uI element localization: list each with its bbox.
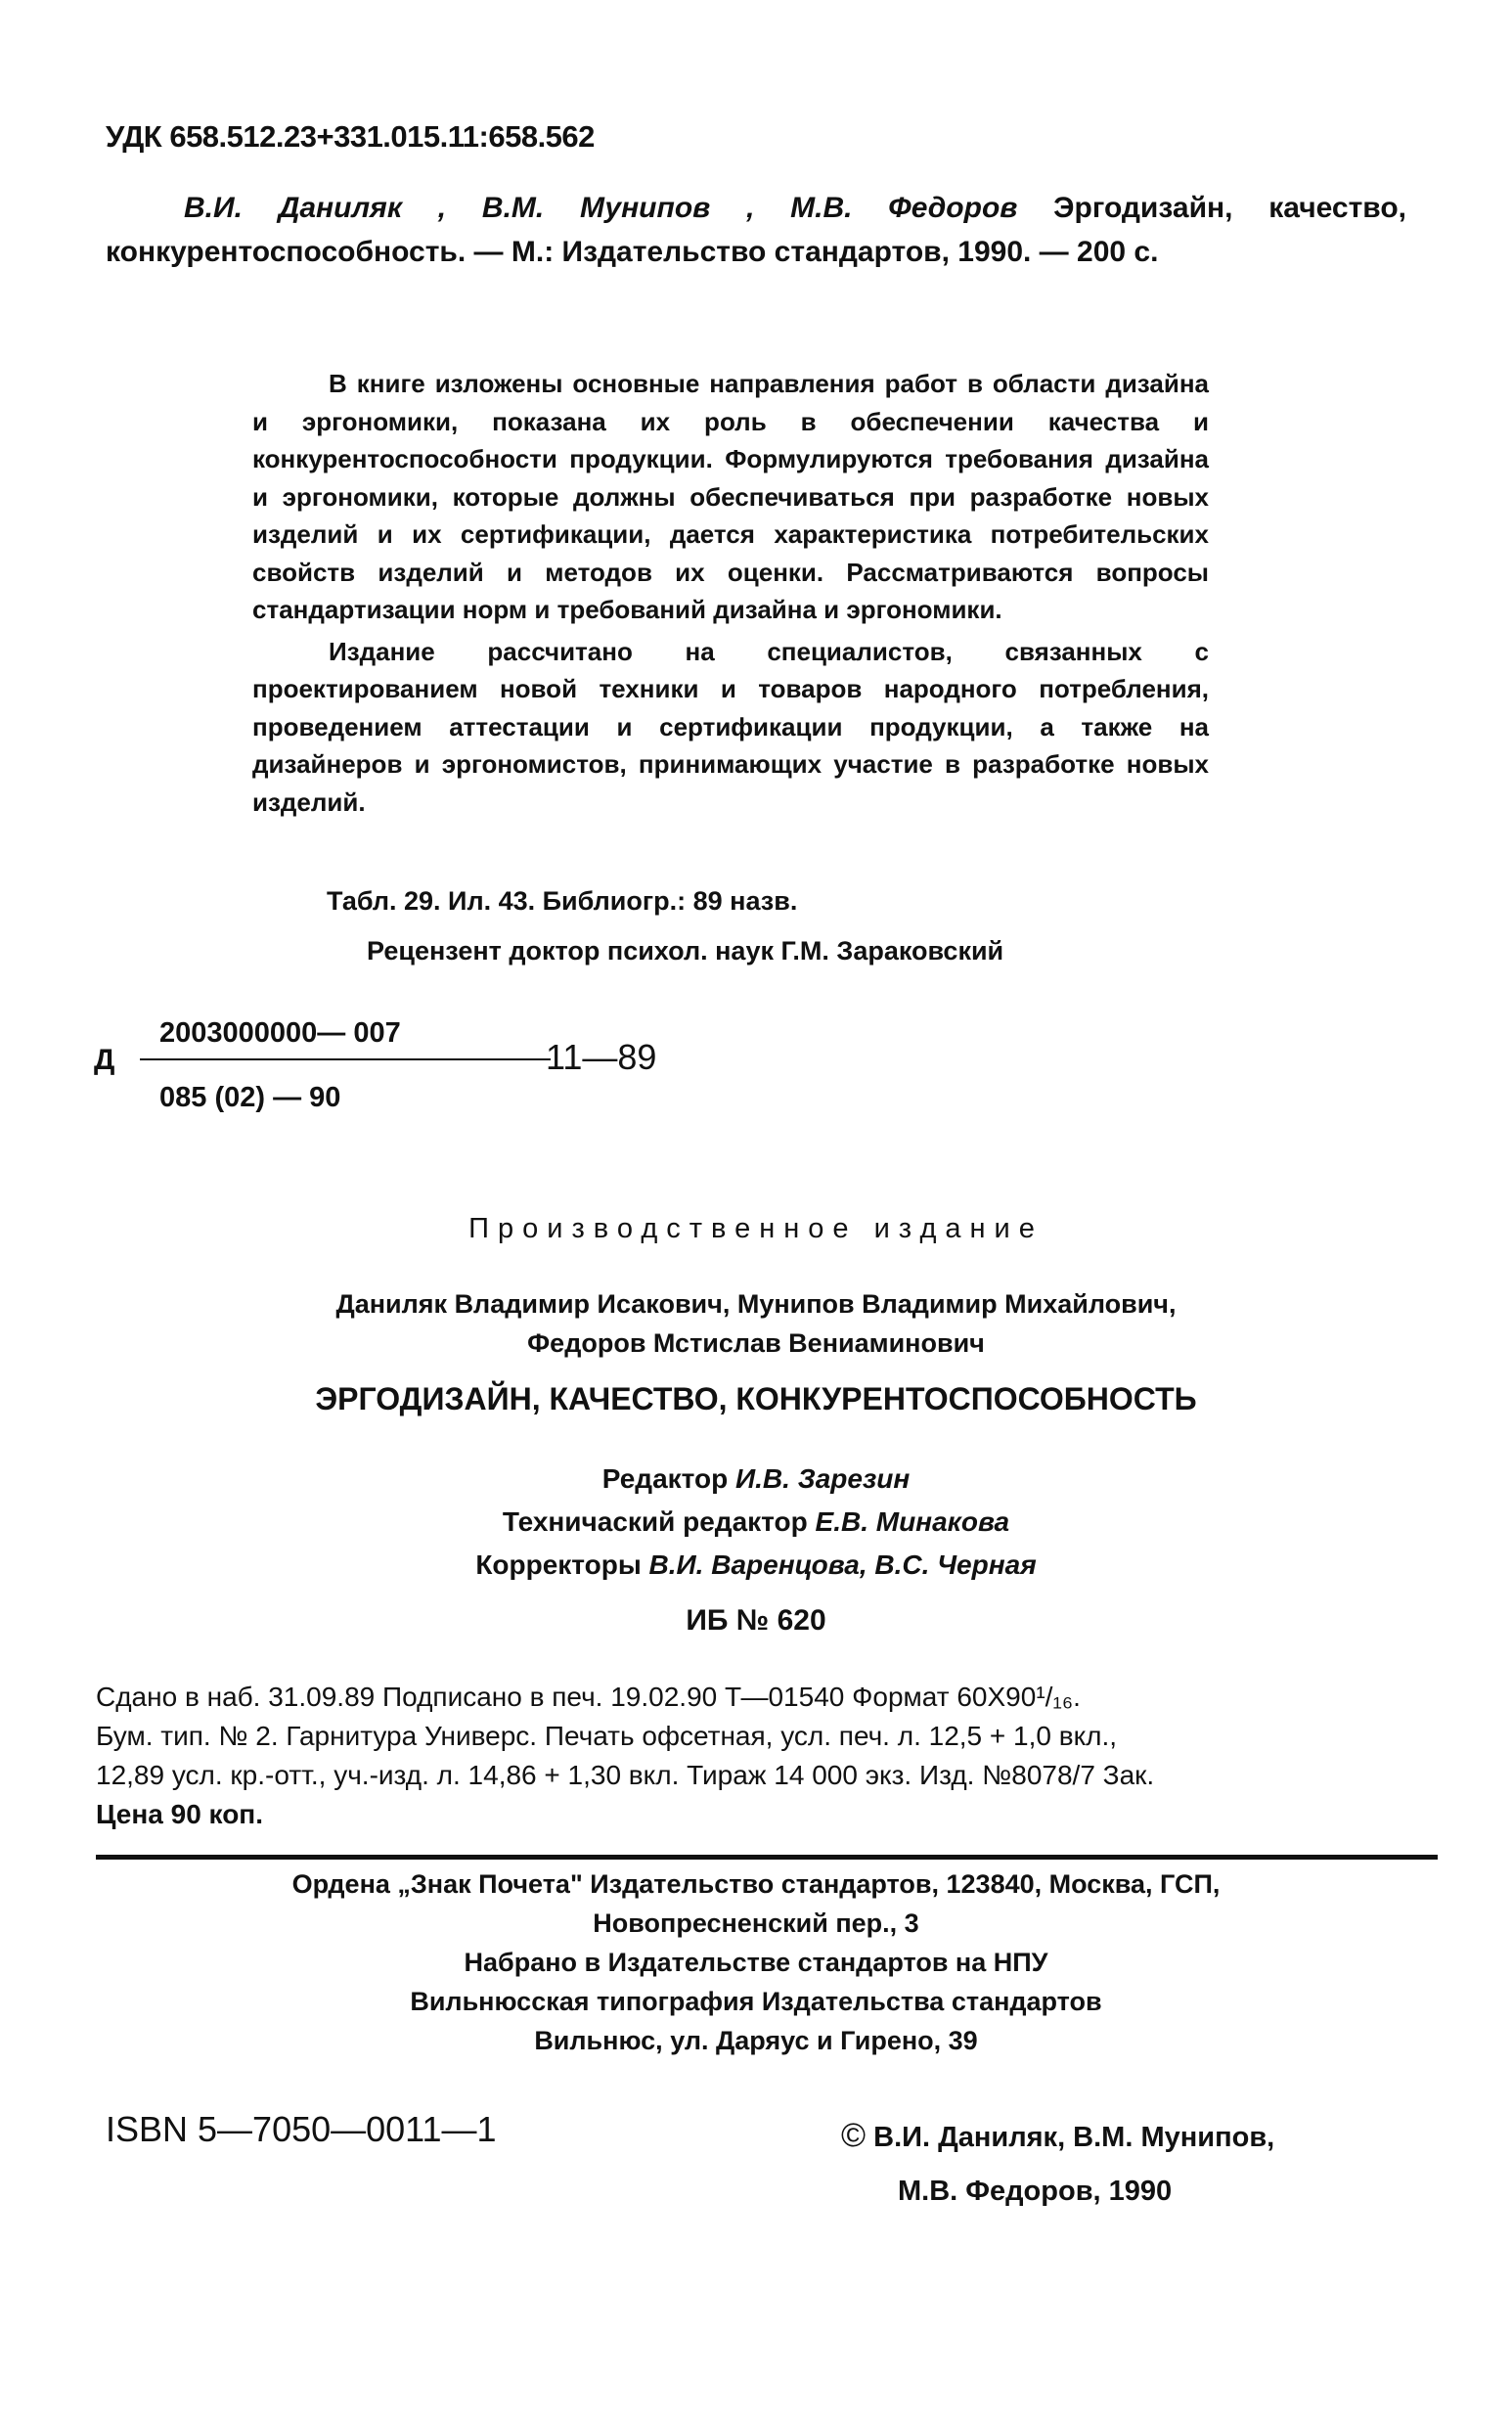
credit-name: Е.В. Минакова bbox=[815, 1506, 1010, 1537]
credit-role: Техничаский редактор bbox=[502, 1506, 808, 1537]
tables-illustrations-info: Табл. 29. Ил. 43. Библиогр.: 89 назв. bbox=[327, 886, 798, 916]
catalog-code-denominator: 085 (02) — 90 bbox=[159, 1082, 341, 1113]
abstract-paragraph-2: Издание рассчитано на специалистов, связанных с проектированием новой техники и товаров народного потребления, проведением аттестации и сертификации продукции, а также на дизайнеров и эргономистов, принимающих участие в разработке новых изделий. bbox=[252, 636, 1209, 817]
publishing-data-line-2: Бум. тип. № 2. Гарнитура Универс. Печать офсетная, усл. печ. л. 12,5 + 1,0 вкл., bbox=[96, 1721, 1118, 1751]
credits bbox=[0, 1458, 1512, 1587]
copyright-line-2: М.В. Федоров, 1990 bbox=[898, 2176, 1173, 2207]
credit-name: И.В. Зарезин bbox=[735, 1463, 911, 1494]
copyright-line-1 bbox=[841, 2109, 1274, 2165]
publishing-data bbox=[96, 1678, 1438, 1834]
horizontal-divider bbox=[96, 1855, 1438, 1860]
abstract-paragraph-1: В книге изложены основные направления работ в области дизайна и эргономики, показана их роль в обеспечении качества и конкурентоспособности продукции. Формулируются требования дизайна и эргономики, которые должны обеспечиваться при разработке новых изделий и их сертификации, дается характеристика потребительских свойств изделий и методов их оценки. Рассматриваются вопросы стандартизации норм и требований дизайна и эргономики. bbox=[252, 369, 1209, 624]
price: Цена 90 коп. bbox=[96, 1799, 263, 1829]
authors-full-names bbox=[0, 1284, 1512, 1363]
printer-line-5: Вильнюс, ул. Даряус и Гирено, 39 bbox=[534, 2026, 978, 2055]
authors-full-line-2: Федоров Мстислав Вениаминович bbox=[527, 1328, 985, 1358]
catalog-code-fraction-line bbox=[140, 1058, 551, 1060]
publishing-data-line-3: 12,89 усл. кр.-отт., уч.-изд. л. 14,86 + 1,30 вкл. Тираж 14 000 экз. Изд. №8078/7 Зак. bbox=[96, 1760, 1155, 1790]
printer-line-2: Новопресненский пер., 3 bbox=[593, 1909, 919, 1938]
reviewer: Рецензент доктор психол. наук Г.М. Зараковский bbox=[367, 936, 1004, 966]
isbn: ISBN 5—7050—0011—1 bbox=[106, 2109, 497, 2149]
printer-line-3: Набрано в Издательстве стандартов на НПУ bbox=[464, 1948, 1048, 1977]
book-title: ЭРГОДИЗАЙН, КАЧЕСТВО, КОНКУРЕНТОСПОСОБНОСТЬ bbox=[315, 1381, 1197, 1416]
credit-role: Редактор bbox=[601, 1463, 729, 1494]
copyright bbox=[841, 2109, 1274, 2219]
ib-number: ИБ № 620 bbox=[686, 1604, 826, 1637]
credit-role: Корректоры bbox=[475, 1549, 642, 1580]
copyright-icon: © bbox=[841, 2117, 867, 2154]
authors-full-line-1: Даниляк Владимир Исакович, Мунипов Владимир Михайлович, bbox=[335, 1289, 1177, 1319]
publication-kind: Производственное издание bbox=[468, 1213, 1044, 1244]
bibliographic-description: Эргодизайн, качество, конкурентоспособность. — М.: Издательство стандартов, 1990. — 200 с. bbox=[106, 192, 1406, 268]
bibliographic-record bbox=[106, 186, 1406, 274]
credit-proofreaders bbox=[0, 1544, 1512, 1587]
abstract bbox=[252, 365, 1209, 821]
copyright-holders: В.И. Даниляк, В.М. Мунипов, bbox=[873, 2122, 1275, 2153]
udk-code: УДК 658.512.23+331.015.11:658.562 bbox=[106, 119, 595, 154]
publishing-data-line-1: Сдано в наб. 31.09.89 Подписано в печ. 19.02.90 Т—01540 Формат 60Х90¹/₁₆. bbox=[96, 1682, 1081, 1712]
catalog-code-numerator: 2003000000— 007 bbox=[159, 1017, 401, 1049]
printer-info bbox=[0, 1864, 1512, 2060]
credit-name: В.И. Варенцова, В.С. Черная bbox=[648, 1549, 1037, 1580]
printer-line-4: Вильнюсская типография Издательства стандартов bbox=[410, 1987, 1102, 2016]
printer-line-1: Ордена „Знак Почета" Издательство стандартов, 123840, Москва, ГСП, bbox=[291, 1869, 1221, 1899]
credit-editor bbox=[0, 1458, 1512, 1501]
catalog-code-letter: Д bbox=[94, 1044, 115, 1076]
catalog-code-suffix: 11—89 bbox=[546, 1037, 657, 1077]
bibliographic-authors: В.И. Даниляк , В.М. Мунипов , М.В. Федоров bbox=[184, 192, 1018, 224]
credit-tech-editor bbox=[0, 1501, 1512, 1544]
